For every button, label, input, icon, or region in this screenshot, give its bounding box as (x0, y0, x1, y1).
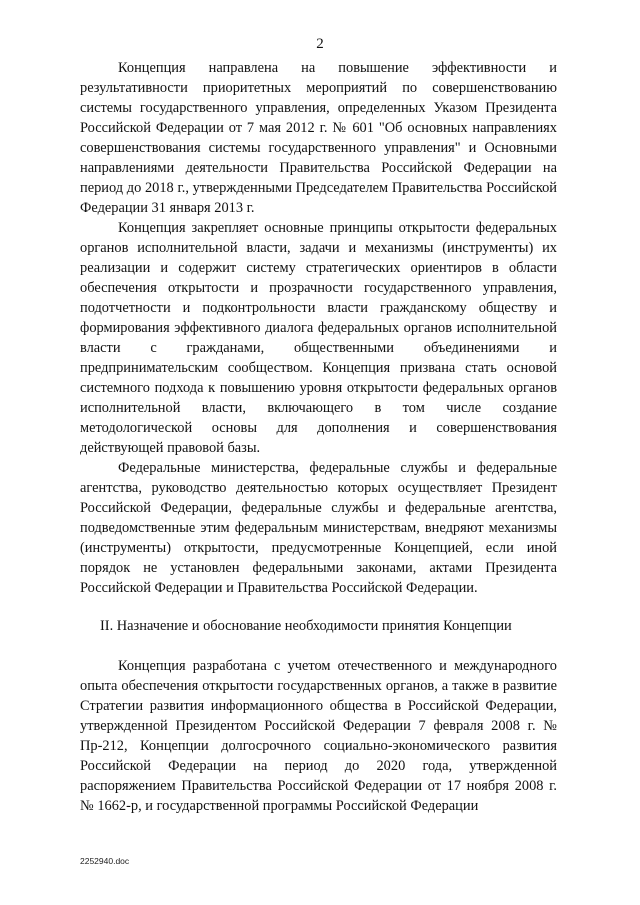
paragraph-federal-agencies: Федеральные министерства, федеральные службы и федеральные агентства, руководство деятельностью которых осуществляет Президент Российской Федерации, федеральные службы и федеральные агентства, подведомственные этим федеральным министерствам, внедряют механизмы (инструменты) открытости, предусмотренные Концепцией, если иной порядок не установлен федеральными законами, актами Президента Российской Федерации и Правительства Российской Федерации. (80, 460, 557, 596)
section-heading: II. Назначение и обоснование необходимости принятия Концепции (100, 618, 512, 634)
paragraph-concept-principles: Концепция закрепляет основные принципы открытости федеральных органов исполнительной власти, задачи и механизмы (инструменты) их реализации и содержит систему стратегических ориентиров в области обеспечения открытости и прозрачности государственного управления, подотчетности и подконтрольности власти гражданскому обществу и формирования эффективного диалога федеральных органов исполнительной власти с гражданами, общественными объединениями и предпринимательским сообществом. Концепция призвана стать основой системного подхода к повышению уровня открытости федеральных органов исполнительной власти, включающего в том числе создание методологической основы для дополнения и совершенствования действующей правовой базы. (80, 220, 557, 456)
page-number: 2 (316, 36, 324, 52)
paragraph-concept-basis: Концепция разработана с учетом отечественного и международного опыта обеспечения открытости государственных органов, а также в развитие Стратегии развития информационного общества в Российской Федерации, утвержденной Президентом Российской Федерации 7 февраля 2008 г. № Пр-212, Концепции долгосрочного социально-экономического развития Российской Федерации на период до 2020 года, утвержденной распоряжением Правительства Российской Федерации от 17 ноября 2008 г. № 1662-р, и государственной программы Российской Федерации (80, 658, 557, 814)
footer-filename: 2252940.doc (80, 856, 130, 866)
paragraph-concept-purpose: Концепция направлена на повышение эффективности и результативности приоритетных мероприятий по совершенствованию системы государственного управления, определенных Указом Президента Российской Федерации от 7 мая 2012 г. № 601 "Об основных направлениях совершенствования системы государственного управления" и Основными направлениями деятельности Правительства Российской Федерации на период до 2018 г., утвержденными Председателем Правительства Российской Федерации 31 января 2013 г. (80, 60, 557, 216)
document-body (80, 58, 557, 816)
